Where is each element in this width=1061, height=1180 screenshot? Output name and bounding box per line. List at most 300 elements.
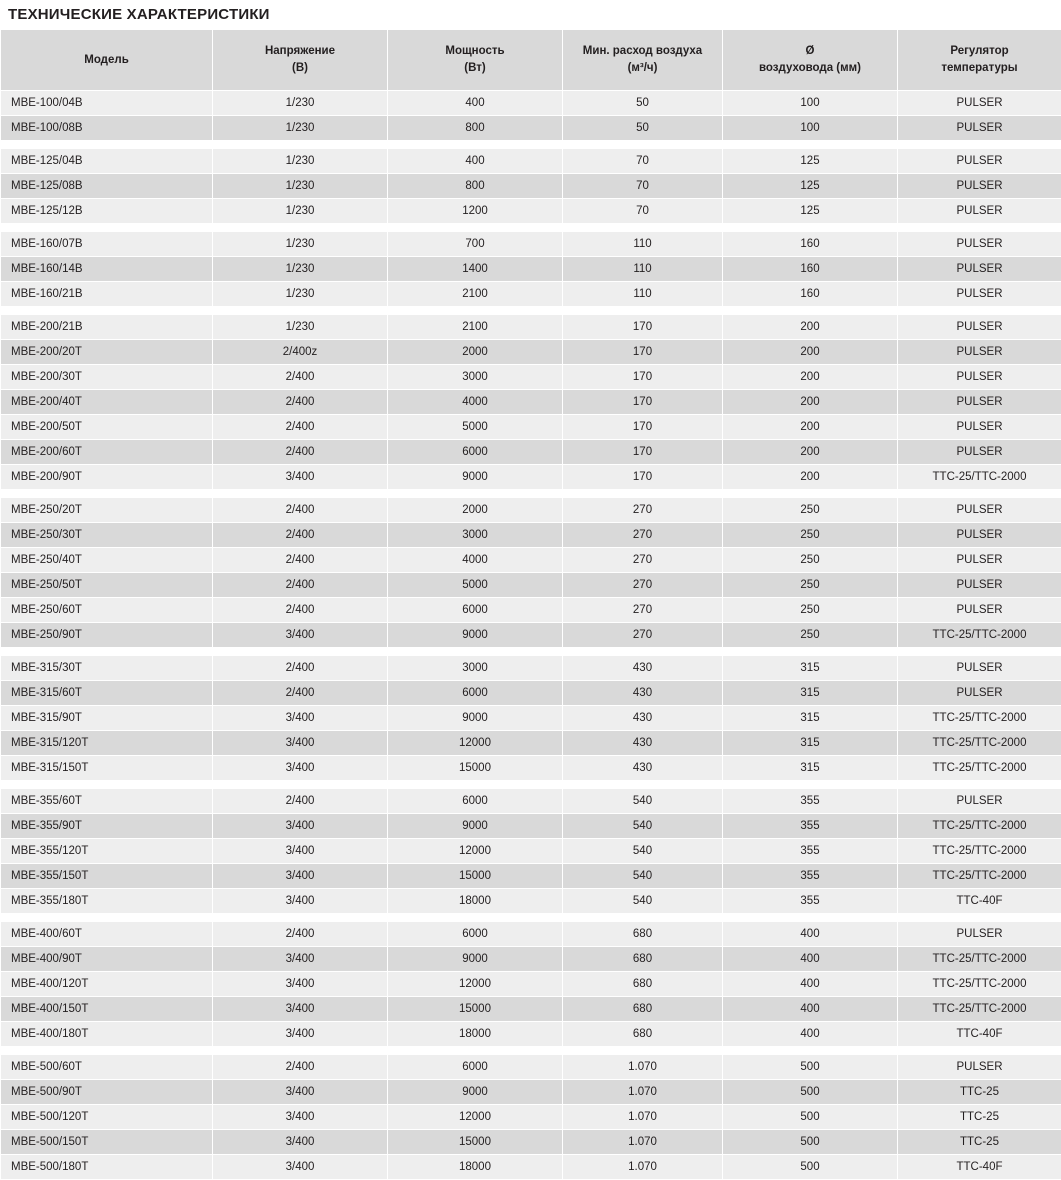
cell-power: 15000 (388, 756, 563, 781)
header-main-text: Напряжение (265, 45, 335, 57)
table-row (1, 390, 1061, 415)
table-row (1, 997, 1061, 1022)
cell-duct-diameter: 355 (723, 839, 898, 864)
cell-voltage: 3/400 (213, 997, 388, 1022)
cell-temperature-controller: PULSER (898, 365, 1061, 390)
cell-power: 15000 (388, 864, 563, 889)
cell-model: MBE-250/50T (1, 573, 213, 598)
cell-min-airflow: 270 (563, 498, 723, 523)
cell-min-airflow: 430 (563, 731, 723, 756)
cell-voltage: 2/400 (213, 440, 388, 465)
cell-temperature-controller: PULSER (898, 573, 1061, 598)
table-row (1, 756, 1061, 781)
cell-min-airflow: 50 (563, 91, 723, 116)
cell-power: 1400 (388, 257, 563, 282)
group-spacer (1, 307, 1061, 315)
cell-model: MBE-500/180T (1, 1155, 213, 1180)
table-row (1, 548, 1061, 573)
header-main-text: Мощность (445, 45, 504, 57)
column-header-voltage (213, 30, 388, 91)
cell-duct-diameter: 200 (723, 465, 898, 490)
table-row (1, 1055, 1061, 1080)
cell-voltage: 2/400 (213, 415, 388, 440)
cell-power: 15000 (388, 1130, 563, 1155)
cell-temperature-controller: TTC-25/TTC-2000 (898, 947, 1061, 972)
header-main-text: Ø (806, 45, 815, 57)
cell-model: MBE-200/20T (1, 340, 213, 365)
table-header (1, 30, 1061, 91)
cell-min-airflow: 170 (563, 315, 723, 340)
cell-duct-diameter: 315 (723, 756, 898, 781)
cell-temperature-controller: TTC-40F (898, 889, 1061, 914)
cell-min-airflow: 540 (563, 889, 723, 914)
cell-min-airflow: 540 (563, 839, 723, 864)
table-row (1, 1105, 1061, 1130)
cell-temperature-controller: PULSER (898, 789, 1061, 814)
cell-temperature-controller: TTC-40F (898, 1022, 1061, 1047)
cell-min-airflow: 50 (563, 116, 723, 141)
cell-power: 4000 (388, 548, 563, 573)
group-spacer (1, 224, 1061, 232)
cell-min-airflow: 1.070 (563, 1130, 723, 1155)
table-row (1, 282, 1061, 307)
cell-voltage: 3/400 (213, 972, 388, 997)
table-row (1, 1155, 1061, 1180)
cell-model: MBE-125/12B (1, 199, 213, 224)
cell-duct-diameter: 400 (723, 947, 898, 972)
column-header-model (1, 30, 213, 91)
table-row (1, 232, 1061, 257)
table-row (1, 116, 1061, 141)
cell-min-airflow: 430 (563, 656, 723, 681)
cell-duct-diameter: 500 (723, 1080, 898, 1105)
cell-min-airflow: 430 (563, 706, 723, 731)
cell-power: 9000 (388, 1080, 563, 1105)
cell-temperature-controller: PULSER (898, 548, 1061, 573)
cell-min-airflow: 1.070 (563, 1080, 723, 1105)
table-row (1, 681, 1061, 706)
cell-temperature-controller: PULSER (898, 415, 1061, 440)
cell-temperature-controller: TTC-25/TTC-2000 (898, 706, 1061, 731)
cell-model: MBE-250/90T (1, 623, 213, 648)
table-row (1, 814, 1061, 839)
table-row (1, 573, 1061, 598)
cell-power: 6000 (388, 1055, 563, 1080)
cell-duct-diameter: 500 (723, 1055, 898, 1080)
cell-duct-diameter: 315 (723, 681, 898, 706)
cell-duct-diameter: 315 (723, 731, 898, 756)
cell-model: MBE-500/120T (1, 1105, 213, 1130)
cell-duct-diameter: 250 (723, 498, 898, 523)
cell-voltage: 2/400 (213, 1055, 388, 1080)
cell-temperature-controller: PULSER (898, 498, 1061, 523)
header-main-text: Модель (84, 54, 129, 66)
cell-min-airflow: 170 (563, 440, 723, 465)
cell-min-airflow: 170 (563, 415, 723, 440)
cell-min-airflow: 430 (563, 681, 723, 706)
cell-voltage: 2/400 (213, 390, 388, 415)
cell-min-airflow: 170 (563, 465, 723, 490)
table-row (1, 440, 1061, 465)
group-spacer-cell (1, 1047, 1061, 1055)
specifications-table (0, 29, 1061, 1180)
column-header-temperature-controller (898, 30, 1061, 91)
cell-model: MBE-200/60T (1, 440, 213, 465)
cell-model: MBE-250/60T (1, 598, 213, 623)
table-row (1, 623, 1061, 648)
cell-power: 12000 (388, 839, 563, 864)
cell-duct-diameter: 355 (723, 814, 898, 839)
cell-power: 12000 (388, 731, 563, 756)
cell-duct-diameter: 400 (723, 997, 898, 1022)
cell-voltage: 2/400 (213, 681, 388, 706)
cell-temperature-controller: PULSER (898, 315, 1061, 340)
cell-power: 800 (388, 116, 563, 141)
table-row (1, 789, 1061, 814)
cell-model: MBE-200/21B (1, 315, 213, 340)
cell-duct-diameter: 315 (723, 656, 898, 681)
table-row (1, 523, 1061, 548)
cell-temperature-controller: TTC-40F (898, 1155, 1061, 1180)
table-row (1, 972, 1061, 997)
cell-duct-diameter: 500 (723, 1105, 898, 1130)
header-unit-text: температуры (902, 60, 1057, 77)
cell-model: MBE-200/90T (1, 465, 213, 490)
cell-duct-diameter: 355 (723, 864, 898, 889)
cell-duct-diameter: 315 (723, 706, 898, 731)
cell-min-airflow: 70 (563, 149, 723, 174)
header-unit-text: (м³/ч) (567, 60, 718, 77)
table-row (1, 257, 1061, 282)
cell-power: 3000 (388, 523, 563, 548)
cell-temperature-controller: TTC-25/TTC-2000 (898, 756, 1061, 781)
cell-temperature-controller: PULSER (898, 232, 1061, 257)
cell-min-airflow: 270 (563, 598, 723, 623)
cell-power: 6000 (388, 789, 563, 814)
cell-model: MBE-125/08B (1, 174, 213, 199)
column-header-power (388, 30, 563, 91)
group-spacer (1, 648, 1061, 656)
cell-min-airflow: 110 (563, 257, 723, 282)
cell-temperature-controller: TTC-25 (898, 1105, 1061, 1130)
cell-min-airflow: 170 (563, 365, 723, 390)
cell-voltage: 2/400 (213, 365, 388, 390)
cell-min-airflow: 270 (563, 548, 723, 573)
cell-power: 3000 (388, 365, 563, 390)
cell-min-airflow: 70 (563, 174, 723, 199)
cell-power: 5000 (388, 573, 563, 598)
cell-power: 2000 (388, 340, 563, 365)
cell-temperature-controller: PULSER (898, 1055, 1061, 1080)
cell-power: 9000 (388, 623, 563, 648)
cell-duct-diameter: 400 (723, 922, 898, 947)
cell-voltage: 1/230 (213, 315, 388, 340)
cell-min-airflow: 1.070 (563, 1105, 723, 1130)
cell-duct-diameter: 200 (723, 365, 898, 390)
table-row (1, 415, 1061, 440)
cell-duct-diameter: 400 (723, 1022, 898, 1047)
cell-model: MBE-400/180T (1, 1022, 213, 1047)
cell-model: MBE-400/60T (1, 922, 213, 947)
cell-min-airflow: 1.070 (563, 1155, 723, 1180)
cell-min-airflow: 70 (563, 199, 723, 224)
cell-model: MBE-355/150T (1, 864, 213, 889)
table-row (1, 174, 1061, 199)
header-row (1, 30, 1061, 91)
cell-duct-diameter: 250 (723, 598, 898, 623)
cell-voltage: 3/400 (213, 1130, 388, 1155)
header-unit-text: (В) (217, 60, 383, 77)
cell-voltage: 3/400 (213, 947, 388, 972)
group-spacer-cell (1, 307, 1061, 315)
cell-power: 800 (388, 174, 563, 199)
cell-temperature-controller: PULSER (898, 656, 1061, 681)
cell-temperature-controller: TTC-25 (898, 1080, 1061, 1105)
cell-power: 2000 (388, 498, 563, 523)
group-spacer (1, 781, 1061, 789)
cell-min-airflow: 170 (563, 390, 723, 415)
cell-model: MBE-355/90T (1, 814, 213, 839)
cell-duct-diameter: 200 (723, 440, 898, 465)
cell-min-airflow: 680 (563, 972, 723, 997)
cell-min-airflow: 680 (563, 922, 723, 947)
cell-voltage: 2/400 (213, 598, 388, 623)
cell-power: 4000 (388, 390, 563, 415)
cell-power: 12000 (388, 1105, 563, 1130)
cell-power: 3000 (388, 656, 563, 681)
cell-voltage: 3/400 (213, 814, 388, 839)
cell-power: 400 (388, 91, 563, 116)
cell-duct-diameter: 100 (723, 116, 898, 141)
cell-temperature-controller: PULSER (898, 174, 1061, 199)
cell-model: MBE-250/40T (1, 548, 213, 573)
cell-min-airflow: 270 (563, 623, 723, 648)
cell-power: 12000 (388, 972, 563, 997)
cell-temperature-controller: TTC-25/TTC-2000 (898, 814, 1061, 839)
cell-voltage: 3/400 (213, 706, 388, 731)
cell-power: 6000 (388, 598, 563, 623)
cell-min-airflow: 270 (563, 523, 723, 548)
table-row (1, 598, 1061, 623)
cell-voltage: 3/400 (213, 839, 388, 864)
cell-duct-diameter: 125 (723, 174, 898, 199)
cell-min-airflow: 170 (563, 340, 723, 365)
cell-temperature-controller: PULSER (898, 199, 1061, 224)
group-spacer (1, 1047, 1061, 1055)
cell-model: MBE-125/04B (1, 149, 213, 174)
cell-min-airflow: 540 (563, 814, 723, 839)
cell-power: 9000 (388, 465, 563, 490)
cell-min-airflow: 680 (563, 997, 723, 1022)
cell-duct-diameter: 200 (723, 415, 898, 440)
cell-voltage: 1/230 (213, 91, 388, 116)
cell-temperature-controller: PULSER (898, 282, 1061, 307)
cell-voltage: 3/400 (213, 889, 388, 914)
group-spacer-cell (1, 141, 1061, 149)
cell-temperature-controller: PULSER (898, 149, 1061, 174)
cell-temperature-controller: PULSER (898, 523, 1061, 548)
cell-voltage: 1/230 (213, 232, 388, 257)
cell-voltage: 3/400 (213, 465, 388, 490)
cell-duct-diameter: 400 (723, 972, 898, 997)
cell-model: MBE-315/30T (1, 656, 213, 681)
cell-duct-diameter: 160 (723, 257, 898, 282)
table-row (1, 889, 1061, 914)
cell-power: 6000 (388, 440, 563, 465)
cell-model: MBE-355/60T (1, 789, 213, 814)
cell-model: MBE-315/120T (1, 731, 213, 756)
table-row (1, 465, 1061, 490)
table-row (1, 149, 1061, 174)
header-unit-text: (Вт) (392, 60, 558, 77)
cell-temperature-controller: TTC-25/TTC-2000 (898, 731, 1061, 756)
cell-model: MBE-315/60T (1, 681, 213, 706)
cell-model: MBE-160/07B (1, 232, 213, 257)
cell-voltage: 2/400 (213, 789, 388, 814)
header-unit-text: воздуховода (мм) (727, 60, 893, 77)
table-row (1, 839, 1061, 864)
cell-voltage: 2/400 (213, 548, 388, 573)
cell-duct-diameter: 500 (723, 1155, 898, 1180)
cell-model: MBE-355/180T (1, 889, 213, 914)
cell-duct-diameter: 200 (723, 390, 898, 415)
cell-min-airflow: 110 (563, 282, 723, 307)
cell-model: MBE-400/90T (1, 947, 213, 972)
cell-model: MBE-100/08B (1, 116, 213, 141)
cell-model: MBE-160/21B (1, 282, 213, 307)
cell-duct-diameter: 500 (723, 1130, 898, 1155)
table-row (1, 947, 1061, 972)
column-header-min-airflow (563, 30, 723, 91)
cell-voltage: 1/230 (213, 282, 388, 307)
cell-duct-diameter: 160 (723, 232, 898, 257)
cell-voltage: 3/400 (213, 1022, 388, 1047)
cell-model: MBE-250/20T (1, 498, 213, 523)
cell-voltage: 1/230 (213, 149, 388, 174)
cell-voltage: 3/400 (213, 1080, 388, 1105)
cell-power: 6000 (388, 922, 563, 947)
cell-duct-diameter: 250 (723, 573, 898, 598)
cell-model: MBE-250/30T (1, 523, 213, 548)
group-spacer-cell (1, 490, 1061, 498)
table-row (1, 1130, 1061, 1155)
cell-power: 1200 (388, 199, 563, 224)
cell-min-airflow: 540 (563, 789, 723, 814)
cell-duct-diameter: 160 (723, 282, 898, 307)
cell-duct-diameter: 355 (723, 889, 898, 914)
cell-duct-diameter: 200 (723, 315, 898, 340)
cell-model: MBE-500/90T (1, 1080, 213, 1105)
cell-voltage: 3/400 (213, 1155, 388, 1180)
cell-power: 700 (388, 232, 563, 257)
cell-model: MBE-400/150T (1, 997, 213, 1022)
cell-power: 9000 (388, 947, 563, 972)
cell-duct-diameter: 100 (723, 91, 898, 116)
cell-temperature-controller: TTC-25/TTC-2000 (898, 839, 1061, 864)
cell-voltage: 1/230 (213, 174, 388, 199)
table-row (1, 199, 1061, 224)
table-row (1, 498, 1061, 523)
table-row (1, 91, 1061, 116)
header-main-text: Регулятор (950, 45, 1008, 57)
cell-temperature-controller: PULSER (898, 340, 1061, 365)
table-row (1, 365, 1061, 390)
cell-model: MBE-315/90T (1, 706, 213, 731)
cell-temperature-controller: PULSER (898, 116, 1061, 141)
cell-temperature-controller: PULSER (898, 598, 1061, 623)
cell-model: MBE-100/04B (1, 91, 213, 116)
cell-voltage: 3/400 (213, 1105, 388, 1130)
cell-temperature-controller: PULSER (898, 390, 1061, 415)
cell-voltage: 3/400 (213, 623, 388, 648)
cell-voltage: 3/400 (213, 756, 388, 781)
cell-voltage: 3/400 (213, 731, 388, 756)
cell-temperature-controller: TTC-25/TTC-2000 (898, 465, 1061, 490)
cell-power: 2100 (388, 282, 563, 307)
cell-temperature-controller: TTC-25/TTC-2000 (898, 623, 1061, 648)
page-title: ТЕХНИЧЕСКИЕ ХАРАКТЕРИСТИКИ (0, 0, 1061, 29)
group-spacer-cell (1, 224, 1061, 232)
cell-temperature-controller: PULSER (898, 922, 1061, 947)
cell-min-airflow: 540 (563, 864, 723, 889)
cell-min-airflow: 270 (563, 573, 723, 598)
table-row (1, 922, 1061, 947)
cell-model: MBE-355/120T (1, 839, 213, 864)
cell-temperature-controller: PULSER (898, 91, 1061, 116)
cell-voltage: 2/400 (213, 498, 388, 523)
group-spacer (1, 490, 1061, 498)
cell-model: MBE-200/30T (1, 365, 213, 390)
cell-power: 400 (388, 149, 563, 174)
cell-min-airflow: 680 (563, 947, 723, 972)
cell-power: 18000 (388, 889, 563, 914)
column-header-duct-diameter (723, 30, 898, 91)
table-row (1, 1080, 1061, 1105)
cell-model: MBE-500/150T (1, 1130, 213, 1155)
cell-power: 6000 (388, 681, 563, 706)
cell-power: 15000 (388, 997, 563, 1022)
cell-min-airflow: 430 (563, 756, 723, 781)
header-main-text: Мин. расход воздуха (583, 45, 702, 57)
group-spacer-cell (1, 648, 1061, 656)
cell-voltage: 1/230 (213, 199, 388, 224)
cell-min-airflow: 680 (563, 1022, 723, 1047)
cell-voltage: 3/400 (213, 864, 388, 889)
cell-min-airflow: 1.070 (563, 1055, 723, 1080)
table-row (1, 731, 1061, 756)
cell-model: MBE-160/14B (1, 257, 213, 282)
cell-min-airflow: 110 (563, 232, 723, 257)
group-spacer-cell (1, 914, 1061, 922)
cell-power: 18000 (388, 1155, 563, 1180)
cell-power: 2100 (388, 315, 563, 340)
cell-voltage: 2/400 (213, 523, 388, 548)
cell-voltage: 1/230 (213, 116, 388, 141)
cell-model: MBE-400/120T (1, 972, 213, 997)
table-body (1, 91, 1061, 1180)
cell-duct-diameter: 125 (723, 199, 898, 224)
cell-temperature-controller: PULSER (898, 257, 1061, 282)
cell-temperature-controller: PULSER (898, 681, 1061, 706)
cell-temperature-controller: TTC-25/TTC-2000 (898, 972, 1061, 997)
cell-voltage: 2/400 (213, 922, 388, 947)
cell-temperature-controller: TTC-25/TTC-2000 (898, 997, 1061, 1022)
cell-power: 9000 (388, 706, 563, 731)
table-row (1, 656, 1061, 681)
cell-voltage: 2/400z (213, 340, 388, 365)
cell-power: 9000 (388, 814, 563, 839)
cell-model: MBE-200/50T (1, 415, 213, 440)
